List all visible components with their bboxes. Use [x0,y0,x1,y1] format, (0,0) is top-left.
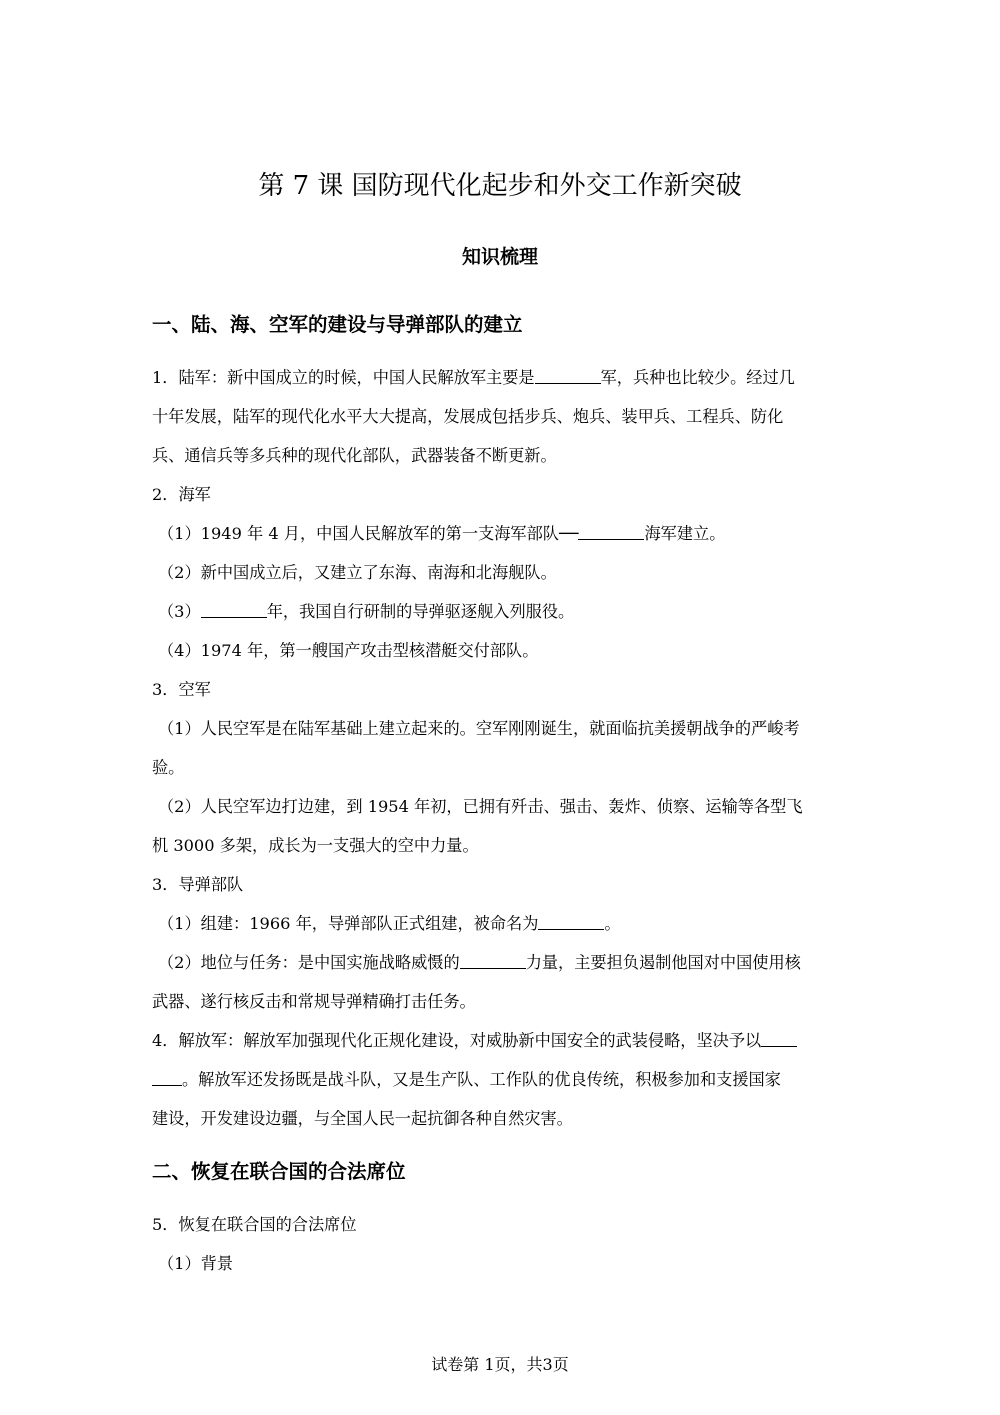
text-segment: （3） [158,602,201,621]
paragraph-navy-1 [158,514,858,553]
paragraph-missile-2 [152,943,858,1021]
text-line: 机 3000 多架，成长为一支强大的空中力量。 [152,836,479,855]
text-line: （2）人民空军边打边建，到 1954 年初，已拥有歼击、强击、轰炸、侦察、运输等各型飞 [158,797,803,816]
text-line: 兵、通信兵等多兵种的现代化部队，武器装备不断更新。 [152,446,557,465]
text-segment: 1．陆军：新中国成立的时候，中国人民解放军主要是 [152,368,535,387]
text-line: 验。 [152,758,185,777]
text-segment: 4．解放军：解放军加强现代化正规化建设，对威胁新中国安全的武装侵略，坚决予以 [152,1031,762,1050]
fill-blank[interactable] [201,601,267,618]
section-heading-2: 二、恢复在联合国的合法席位 [152,1160,406,1183]
text-segment: 年，我国自行研制的导弹驱逐舰入列服役。 [266,602,575,621]
text-segment: 。 [604,914,621,933]
fill-blank[interactable] [460,952,526,969]
paragraph-pla [152,1021,852,1138]
text-segment: 力量，主要担负遏制他国对中国使用核 [525,953,801,972]
fill-blank[interactable] [535,367,601,384]
paragraph-un-1: （1）背景 [158,1254,234,1273]
text-segment: （2）地位与任务：是中国实施战略威慑的 [158,953,460,972]
text-segment: （1）1949 年 4 月，中国人民解放军的第一支海军部队── [158,524,579,543]
paragraph-navy-4: （4）1974 年，第一艘国产攻击型核潜艇交付部队。 [158,641,539,660]
paragraph-army [152,358,852,475]
text-segment: 军，兵种也比较少。经过几 [600,368,795,387]
fill-blank[interactable] [538,913,604,930]
paragraph-airforce-2 [152,787,858,865]
page-title: 第 7 课 国防现代化起步和外交工作新突破 [258,171,742,201]
paragraph-missile-heading: 3．导弹部队 [152,875,244,894]
paragraph-airforce-heading: 3．空军 [152,680,211,699]
paragraph-un-heading: 5．恢复在联合国的合法席位 [152,1215,357,1234]
section-subtitle: 知识梳理 [461,246,538,268]
paragraph-navy-3 [158,592,858,631]
paragraph-navy-2: （2）新中国成立后，又建立了东海、南海和北海舰队。 [158,563,557,582]
paragraph-navy-heading: 2．海军 [152,485,211,504]
text-line: （1）人民空军是在陆军基础上建立起来的。空军刚刚诞生，就面临抗美援朝战争的严峻考 [158,719,800,738]
fill-blank[interactable] [578,523,644,540]
page-footer: 试卷第 1页，共3页 [431,1355,569,1374]
text-line: 武器、遂行核反击和常规导弹精确打击任务。 [152,992,476,1011]
fill-blank[interactable] [761,1030,797,1047]
text-line: 建设，开发建设边疆，与全国人民一起抗御各种自然灾害。 [152,1109,573,1128]
section-heading-1: 一、陆、海、空军的建设与导弹部队的建立 [152,313,523,336]
text-segment: 。解放军还发扬既是战斗队，又是生产队、工作队的优良传统，积极参加和支援国家 [182,1070,781,1089]
text-segment: （1）组建：1966 年，导弹部队正式组建，被命名为 [158,914,539,933]
paragraph-missile-1 [158,904,858,943]
paragraph-airforce-1 [152,709,858,787]
fill-blank[interactable] [152,1069,182,1086]
text-line: 十年发展，陆军的现代化水平大大提高，发展成包括步兵、炮兵、装甲兵、工程兵、防化 [152,407,784,426]
text-segment: 海军建立。 [644,524,726,543]
